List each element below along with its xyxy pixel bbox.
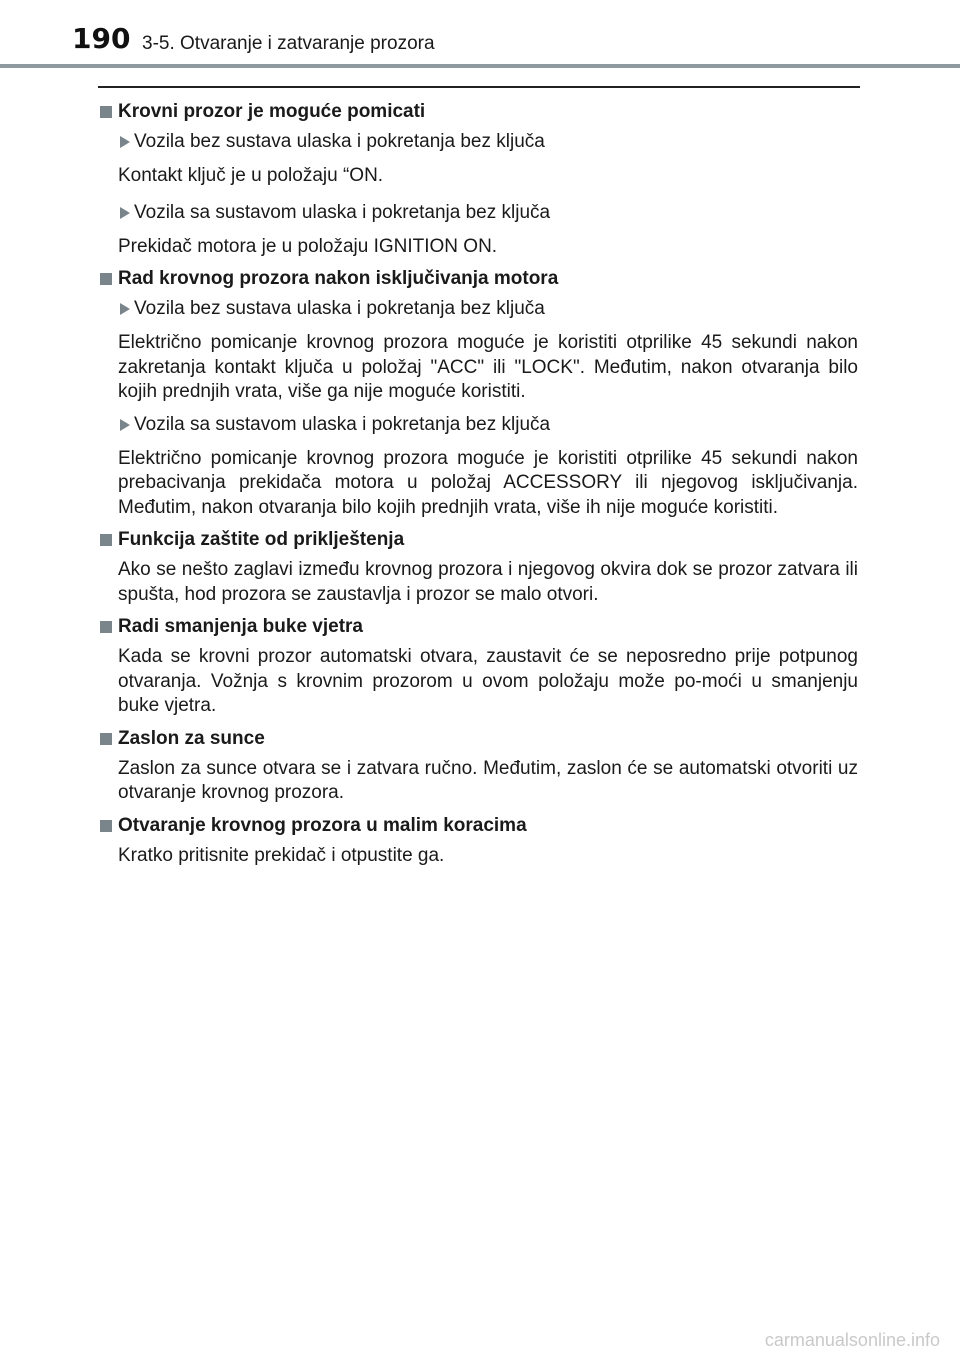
subheading-text: Vozila sa sustavom ulaska i pokretanja bez ključa	[134, 413, 551, 435]
subheading-without-smart-key	[98, 130, 858, 154]
content-divider	[98, 86, 860, 88]
subheading-with-smart-key	[98, 201, 858, 225]
paragraph: Ako se nešto zaglavi između krovnog prozora i njegovog okvira dok se prozor zatvara ili spušta, hod prozora se zaustavlja i prozor se malo otvori.	[118, 559, 858, 605]
paragraph: Kada se krovni prozor automatski otvara, zaustavit će se neposredno prije potpunog otvaranja. Vožnja s krovnim prozorom u ovom položaju može po-moći u smanjenju buke vjetra.	[118, 646, 858, 716]
content-body	[98, 94, 858, 876]
heading-after-engine-off	[98, 267, 858, 291]
triangle-bullet-icon	[120, 136, 130, 148]
paragraph: Prekidač motora je u položaju IGNITION ON.	[118, 235, 498, 257]
triangle-bullet-icon	[120, 419, 130, 431]
heading-sunshade	[98, 727, 858, 751]
paragraph: Kontakt ključ je u položaju “ON.	[118, 165, 384, 186]
heading-jam-protection	[98, 528, 858, 552]
triangle-bullet-icon	[120, 207, 130, 219]
paragraph: Zaslon za sunce otvara se i zatvara ručno. Međutim, zaslon će se automatski otvoriti uz otvaranje krovnog prozora.	[118, 757, 858, 803]
square-bullet-icon	[100, 534, 112, 546]
triangle-bullet-icon	[120, 303, 130, 315]
square-bullet-icon	[100, 820, 112, 832]
section-title: 3-5. Otvaranje i zatvaranje prozora	[142, 33, 435, 54]
square-bullet-icon	[100, 106, 112, 118]
subheading-text: Vozila bez sustava ulaska i pokretanja bez ključa	[134, 298, 545, 319]
heading-sunroof-operable	[98, 100, 858, 124]
heading-text: Zaslon za sunce	[118, 727, 265, 749]
heading-text: Otvaranje krovnog prozora u malim koracima	[118, 814, 527, 836]
paragraph: Električno pomicanje krovnog prozora moguće je koristiti otprilike 45 sekundi nakon prebacivanja prekidača motora u položaj ACCESSORY ili njegovog isključivanja. Međutim, nakon otvaranja bilo kojih prednjih vrata, više ih nije moguće koristiti.	[118, 447, 858, 518]
subheading-text: Vozila sa sustavom ulaska i pokretanja bez ključa	[134, 201, 551, 223]
page-number: 190	[72, 22, 131, 55]
watermark: carmanualsonline.info	[764, 1330, 940, 1350]
subheading-text: Vozila bez sustava ulaska i pokretanja bez ključa	[134, 131, 545, 152]
heading-small-steps	[98, 814, 858, 838]
heading-text: Funkcija zaštite od priklještenja	[118, 529, 405, 550]
heading-text: Radi smanjenja buke vjetra	[118, 616, 363, 637]
square-bullet-icon	[100, 733, 112, 745]
paragraph: Kratko pritisnite prekidač i otpustite ga.	[118, 844, 445, 866]
square-bullet-icon	[100, 621, 112, 633]
subheading-with-smart-key	[98, 413, 858, 437]
subheading-without-smart-key	[98, 297, 858, 321]
heading-wind-noise	[98, 615, 858, 639]
header-divider	[0, 64, 960, 68]
page-header	[0, 0, 960, 66]
paragraph: Električno pomicanje krovnog prozora moguće je koristiti otprilike 45 sekundi nakon zakretanja kontakt ključa u položaj "ACC" ili "LOCK". Međutim, nakon otvaranja bilo kojih prednjih vrata, više ga nije moguće koristiti.	[118, 332, 858, 402]
square-bullet-icon	[100, 273, 112, 285]
heading-text: Krovni prozor je moguće pomicati	[118, 101, 426, 122]
heading-text: Rad krovnog prozora nakon isključivanja motora	[118, 268, 559, 289]
